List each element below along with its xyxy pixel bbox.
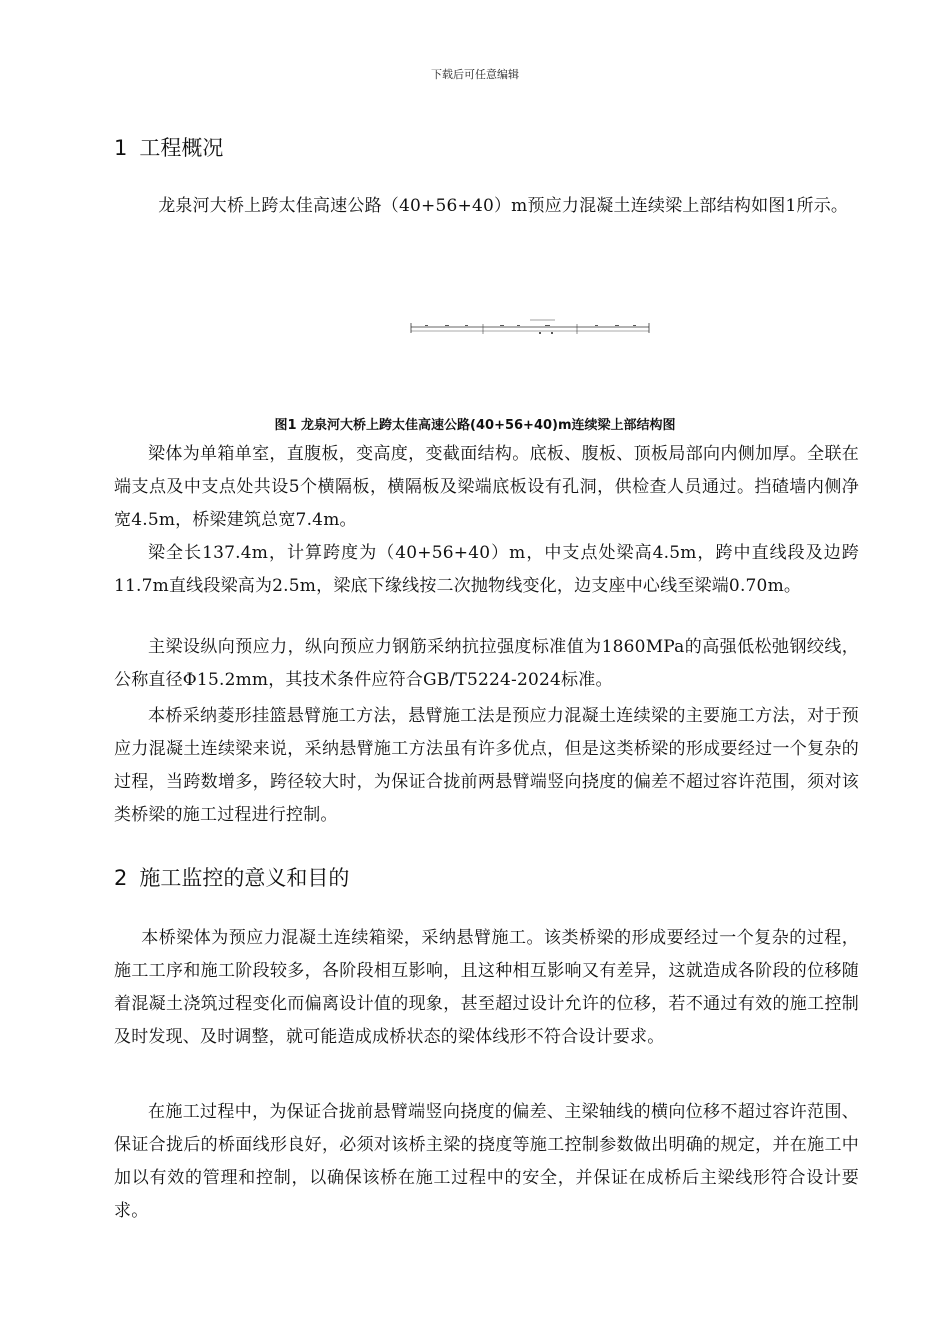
section-1-title: 工程概况 <box>139 136 224 160</box>
section-1-number: 1 <box>114 136 128 160</box>
section-2-paragraph: 在施工过程中，为保证合拢前悬臂端竖向挠度的偏差、主梁轴线的横向位移不超过容许范围、保证合拢后的桥面线形良好，必须对该桥主梁的挠度等施工控制参数做出明确的规定，并在施工中加以有效的管理和控制，以确保该桥在施工过程中的安全，并保证在成桥后主梁线形符合设计要求。 <box>114 1102 859 1221</box>
bridge-structure-figure <box>405 312 655 342</box>
section-1-paragraph: 梁体为单箱单室，直腹板，变高度，变截面结构。底板、腹板、顶板局部向内侧加厚。全联在端支点及中支点处共设5个横隔板，横隔板及梁端底板设有孔洞，供检查人员通过。挡碴墙内侧净宽4.5m，桥梁建筑总宽7.4m。 <box>114 444 859 530</box>
section-1-heading <box>114 132 223 162</box>
section-1-paragraph: 主梁设纵向预应力，纵向预应力钢筋采纳抗拉强度标准值为1860MPa的高强低松弛钢绞线，公称直径Φ15.2mm，其技术条件应符合GB/T5224-2024标准。 <box>114 637 859 690</box>
section-2-title: 施工监控的意义和目的 <box>139 866 350 890</box>
section-1-paragraph: 梁全长137.4m，计算跨度为（40+56+40）m，中支点处梁高4.5m，跨中直线段及边跨11.7m直线段梁高为2.5m，梁底下缘线按二次抛物线变化，边支座中心线至梁端0.70m。 <box>114 543 859 596</box>
section-1-intro: 龙泉河大桥上跨太佳高速公路（40+56+40）m预应力混凝土连续梁上部结构如图1所示。 <box>158 196 849 216</box>
section-2-heading <box>114 862 349 892</box>
section-2-number: 2 <box>114 866 128 890</box>
section-2-paragraph: 本桥梁体为预应力混凝土连续箱梁，采纳悬臂施工。该类桥梁的形成要经过一个复杂的过程，施工工序和施工阶段较多，各阶段相互影响，且这种相互影响又有差异，这就造成各阶段的位移随着混凝土浇筑过程变化而偏离设计值的现象，甚至超过设计允许的位移，若不通过有效的施工控制及时发现、及时调整，就可能造成成桥状态的梁体线形不符合设计要求。 <box>114 928 859 1047</box>
page-header: 下载后可任意编辑 <box>431 68 519 81</box>
section-1-paragraph: 本桥采纳菱形挂篮悬臂施工方法，悬臂施工法是预应力混凝土连续梁的主要施工方法，对于预应力混凝土连续梁来说，采纳悬臂施工方法虽有许多优点，但是这类桥梁的形成要经过一个复杂的过程，当跨数增多，跨径较大时，为保证合拢前两悬臂端竖向挠度的偏差不超过容许范围，须对该类桥梁的施工过程进行控制。 <box>114 706 859 825</box>
figure-caption: 图1 龙泉河大桥上跨太佳高速公路(40+56+40)m连续梁上部结构图 <box>274 418 676 433</box>
